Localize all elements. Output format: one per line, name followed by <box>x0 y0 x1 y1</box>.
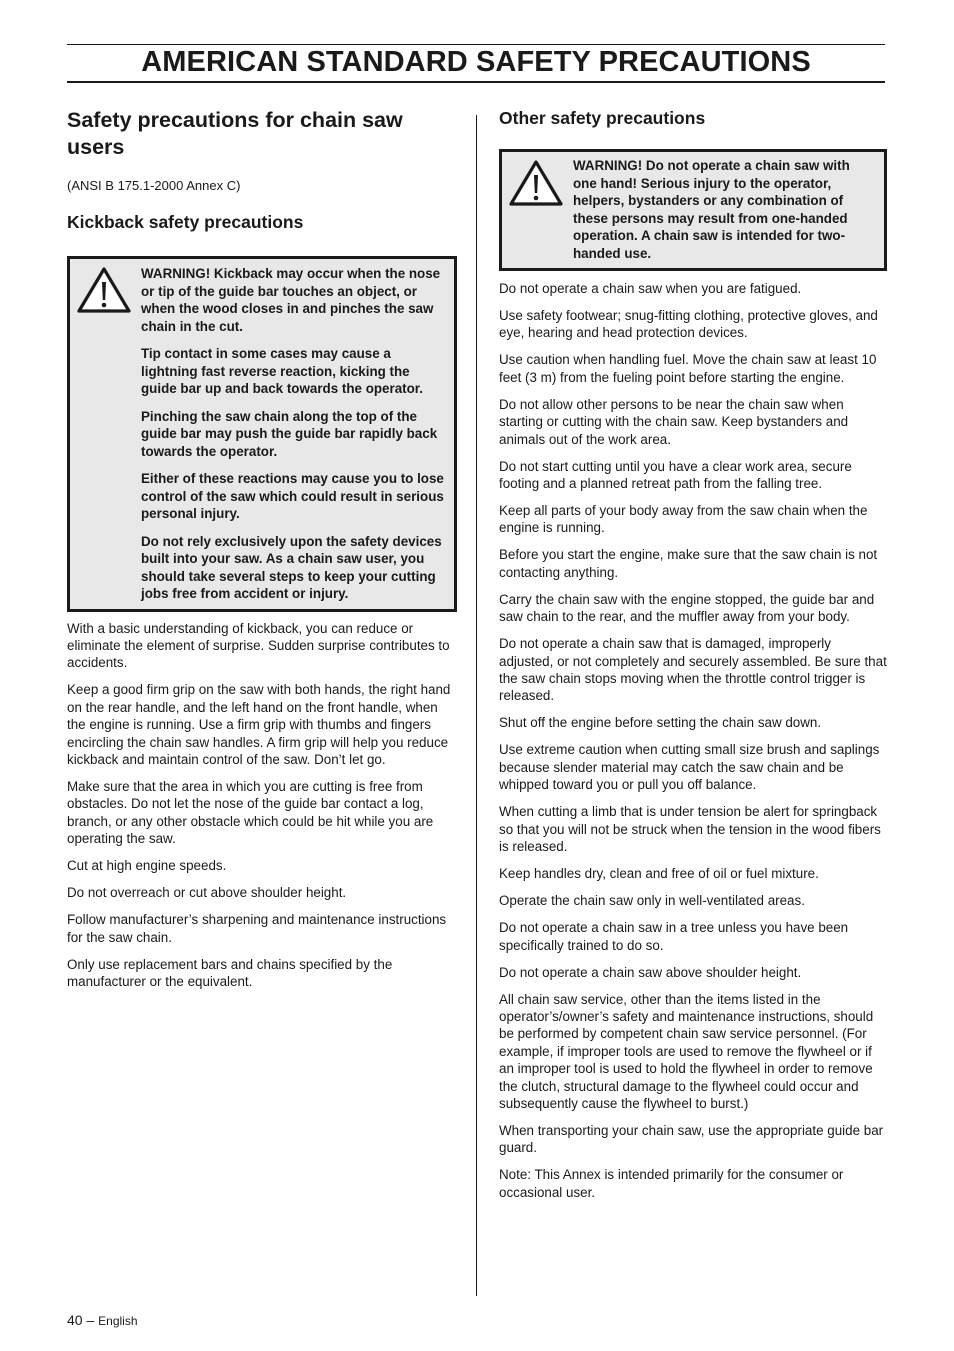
body-paragraph: Use caution when handling fuel. Move the chain saw at least 10 feet (3 m) from the fueling point before starting the engine. <box>499 352 877 385</box>
footer-language: English <box>98 1314 138 1328</box>
body-paragraph: Cut at high engine speeds. <box>67 858 227 874</box>
body-paragraph: All chain saw service, other than the items listed in the operator’s/owner’s safety and maintenance instructions, should be performed by competent chain saw service personnel. (For example, if improper tools are used to remove the flywheel or if an improper tool is used to hold the flywheel in order to remove the clutch, structural damage to the flywheel could occur and subsequently cause the flywheel to burst.) <box>499 991 874 1111</box>
page-number: 40 – <box>67 1312 95 1328</box>
body-paragraph: Operate the chain saw only in well-ventilated areas. <box>499 893 805 909</box>
body-paragraph: When transporting your chain saw, use the appropriate guide bar guard. <box>499 1122 884 1156</box>
one-hand-warning-box <box>499 149 887 271</box>
warning-triangle-icon <box>508 158 564 208</box>
other-precautions-title: Other safety precautions <box>499 108 706 128</box>
body-paragraph: Do not allow other persons to be near the chain saw when starting or cutting with the chain saw. Keep bystanders and animals out of the work area. <box>499 396 849 447</box>
page-footer <box>67 1311 138 1330</box>
section-title: Safety precautions for chain saw users <box>67 108 403 159</box>
body-paragraph: Keep handles dry, clean and free of oil or fuel mixture. <box>499 866 819 882</box>
body-paragraph: Make sure that the area in which you are cutting is free from obstacles. Do not let the nose of the guide bar contact a log, branch, or any other obstacle which could be hit while you are operating the saw. <box>67 778 434 847</box>
standard-reference: (ANSI B 175.1-2000 Annex C) <box>67 178 241 193</box>
body-paragraph: Use safety footwear; snug-fitting clothing, protective gloves, and eye, hearing and head protection devices. <box>499 308 878 341</box>
warning-text: WARNING! Do not operate a chain saw with one hand! Serious injury to the operator, helpers, bystanders or any combination of these persons may result from one-handed operation. A chain saw is intended for two-handed use. <box>573 158 850 261</box>
kickback-paragraph-list <box>67 620 457 991</box>
body-paragraph: Follow manufacturer’s sharpening and maintenance instructions for the saw chain. <box>67 912 447 945</box>
body-paragraph: Do not operate a chain saw above shoulder height. <box>499 964 802 980</box>
body-paragraph: Do not overreach or cut above shoulder height. <box>67 885 347 901</box>
body-paragraph: Use extreme caution when cutting small size brush and saplings because slender material may catch the saw chain and be whipped toward you or pull you off balance. <box>499 742 880 793</box>
warning-text: Either of these reactions may cause you to lose control of the saw which could result in serious personal injury. <box>141 471 444 521</box>
kickback-warning-box <box>67 256 457 612</box>
column-divider <box>476 115 477 1296</box>
body-paragraph: Do not operate a chain saw when you are fatigued. <box>499 281 802 296</box>
left-column <box>67 106 457 990</box>
warning-triangle-icon <box>76 265 132 315</box>
body-paragraph: Carry the chain saw with the engine stopped, the guide bar and saw chain to the rear, and the muffler away from your body. <box>499 591 875 625</box>
body-paragraph: With a basic understanding of kickback, you can reduce or eliminate the element of surprise. Sudden surprise contributes to accidents. <box>67 620 450 671</box>
header-rule-bottom <box>67 81 885 83</box>
warning-text: Tip contact in some cases may cause a lightning fast reverse reaction, kicking the guide bar up and back towards the operator. <box>141 346 423 396</box>
other-precautions-list <box>499 280 887 1201</box>
body-paragraph: Shut off the engine before setting the chain saw down. <box>499 715 822 731</box>
body-paragraph: Note: This Annex is intended primarily for the consumer or occasional user. <box>499 1167 844 1200</box>
body-paragraph: Only use replacement bars and chains specified by the manufacturer or the equivalent. <box>67 956 393 989</box>
page-title: AMERICAN STANDARD SAFETY PRECAUTIONS <box>141 46 811 78</box>
warning-text: Pinching the saw chain along the top of the guide bar may push the guide bar rapidly back towards the operator. <box>141 408 438 459</box>
body-paragraph: Keep all parts of your body away from the saw chain when the engine is running. <box>499 503 868 536</box>
right-column <box>499 106 887 1201</box>
warning-text: Do not rely exclusively upon the safety devices built into your saw. As a chain saw user, you should take several steps to keep your cutting jobs free from accident or injury. <box>141 533 442 601</box>
body-paragraph: Before you start the engine, make sure that the saw chain is not contacting anything. <box>499 547 878 580</box>
body-paragraph: Do not operate a chain saw that is damaged, improperly adjusted, or not completely and securely assembled. Be sure that the saw chain stops moving when the throttle control trigger is released. <box>499 636 887 704</box>
body-paragraph: When cutting a limb that is under tension be alert for springback so that you will not be struck when the tension in the wood fibers is released. <box>499 804 881 855</box>
kickback-subsection-title: Kickback safety precautions <box>67 212 304 232</box>
body-paragraph: Do not start cutting until you have a clear work area, secure footing and a planned retreat path from the falling tree. <box>499 458 852 492</box>
body-paragraph: Keep a good firm grip on the saw with both hands, the right hand on the rear handle, and the left hand on the front handle, when the engine is running. Use a firm grip with thumbs and fingers encircling the chain saw handles. A firm grip will help you reduce kickback and maintain control of the saw. Don’t let go. <box>67 682 451 767</box>
warning-text: WARNING! Kickback may occur when the nose or tip of the guide bar touches an object, or when the wood closes in and pinches the saw chain in the cut. <box>141 266 441 334</box>
body-paragraph: Do not operate a chain saw in a tree unless you have been specifically trained to do so. <box>499 920 849 953</box>
